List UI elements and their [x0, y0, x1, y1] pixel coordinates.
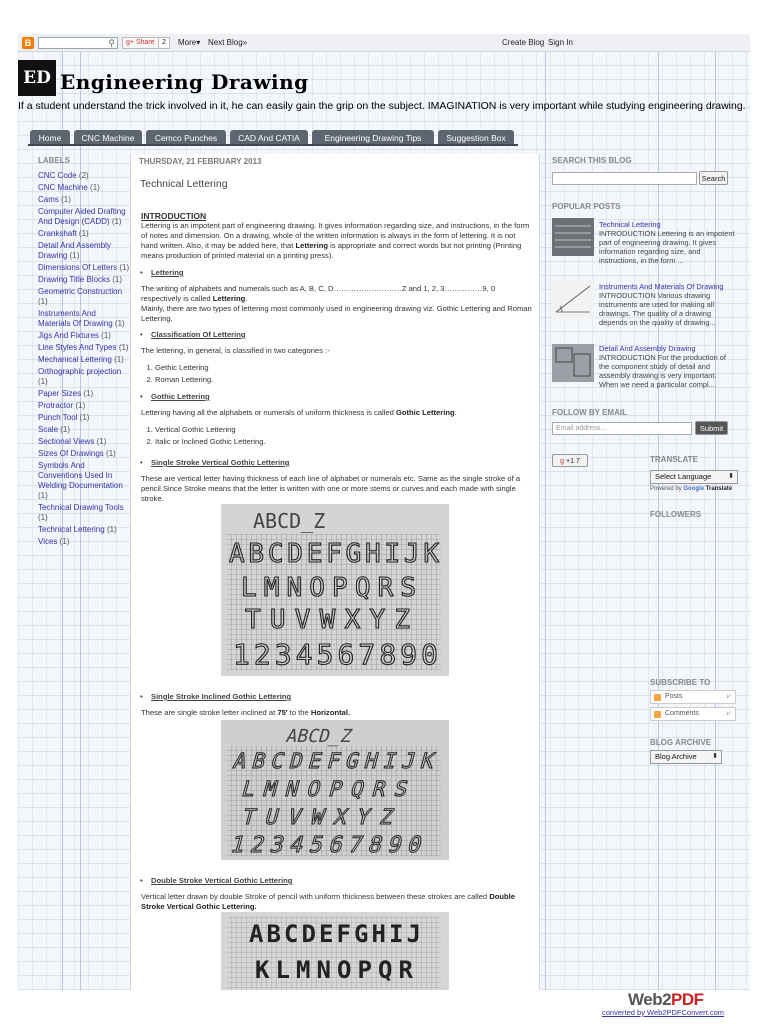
blog-search-input[interactable] [552, 172, 697, 185]
lettering-heading: • Lettering [151, 268, 184, 277]
post-container [130, 154, 540, 990]
label-link[interactable]: Cams [38, 195, 59, 204]
ssi-paragraph [141, 708, 533, 718]
ssi-heading: • Single Stroke Inclined Gothic Lettering [151, 692, 291, 701]
label-item[interactable] [38, 401, 130, 411]
list-item: 1. Vertical Gothic Lettering [155, 424, 266, 436]
label-link[interactable]: Protractor [38, 401, 74, 410]
gplus-count: 7 [575, 458, 580, 465]
page-tabs [28, 130, 518, 146]
label-count: (1) [90, 183, 100, 192]
popular-post-link[interactable]: Technical Lettering [599, 220, 661, 229]
web2pdf-brand-b: PDF [671, 990, 704, 1009]
tab-cnc-machine[interactable]: CNC Machine [74, 130, 142, 146]
follow-by-email-heading: FOLLOW BY EMAIL [552, 408, 627, 417]
label-count: (1) [59, 537, 70, 546]
label-link[interactable]: Crankshaft [38, 229, 77, 238]
label-count: (1) [119, 263, 130, 272]
powered-by-label: Powered by [650, 486, 682, 492]
web2pdf-brand-a: Web2 [628, 990, 672, 1009]
label-link[interactable]: Technical Lettering [38, 525, 105, 534]
intro-heading: INTRODUCTION [141, 211, 207, 221]
label-link[interactable]: Dimensions Of Letters [38, 263, 118, 272]
chevron-down-icon: ⬍ [712, 753, 718, 760]
create-blog-link[interactable]: Create Blog [502, 38, 545, 47]
label-count: (1) [79, 413, 90, 422]
intro-paragraph [141, 221, 533, 261]
google-logo: Google [683, 486, 705, 492]
lettering-types-text: Mainly, there are two types of lettering most commonly used in engineering drawing viz. Gothic Lettering and Roman Lettering. [141, 304, 532, 323]
ssi-angle: 75' [277, 708, 288, 717]
label-item[interactable] [38, 171, 130, 181]
classification-heading: • Classification Of Lettering [151, 330, 246, 339]
label-item[interactable] [38, 287, 130, 307]
label-count: (1) [111, 217, 122, 226]
label-count: (1) [38, 377, 48, 386]
classification-heading-row [151, 330, 543, 340]
share-count: 2 [158, 37, 170, 49]
search-button[interactable]: Search [699, 171, 728, 185]
ssv-heading-row [151, 458, 543, 468]
label-item[interactable] [38, 537, 130, 547]
converted-by-link[interactable]: converted by Web2PDFConvert.com [602, 1008, 724, 1017]
popular-post-thumbnail[interactable] [552, 344, 594, 382]
label-link[interactable]: Punch Tool [38, 413, 78, 422]
followers-heading: FOLLOWERS [650, 510, 702, 519]
sample-line-4: TUVWXYZ [245, 605, 410, 635]
lettering-paragraph [141, 284, 533, 324]
single-stroke-inclined-image [221, 720, 449, 860]
more-label: More [178, 38, 197, 47]
label-link[interactable]: CNC Machine [38, 183, 88, 192]
popular-post-link[interactable]: Detail And Assembly Drawing [599, 344, 696, 353]
label-count: (1) [75, 401, 86, 410]
label-item[interactable] [38, 183, 130, 193]
web2pdf-logo[interactable] [628, 990, 704, 1010]
label-count: (1) [96, 437, 107, 446]
gothic-text: Lettering having all the alphabets or numerals of uniform thickness is called [141, 408, 396, 417]
popular-post-snippet: INTRODUCTION Various drawing instruments are used for making all drawings. The quality of a drawing depends on the quality of drawing... [599, 291, 716, 327]
tab-engineering-drawing-tips[interactable]: Engineering Drawing Tips [312, 130, 434, 146]
label-item[interactable] [38, 195, 130, 205]
label-link[interactable]: Drawing Title Blocks [38, 275, 111, 284]
label-count: (1) [61, 195, 71, 204]
search-heading: SEARCH THIS BLOG [552, 156, 632, 165]
subscribe-posts-button[interactable] [650, 690, 736, 704]
label-link[interactable]: Paper Sizes [38, 389, 82, 398]
blog-description: If a student understand the trick involved in it, he can easily gain the grip on the subject. IMAGINATION is very important while studying engineering drawing. [18, 100, 746, 112]
label-count: (1) [69, 251, 80, 260]
comments-label: Comments [665, 710, 699, 717]
gothic-text-end: . [454, 408, 457, 417]
lettering-text-end: . [245, 294, 248, 303]
label-link[interactable]: Detail And Assembly Drawing [38, 241, 111, 260]
language-select-value: Select Language [655, 472, 712, 481]
gplus-icon: g [560, 458, 565, 465]
search-icon[interactable]: ⚲ [108, 38, 115, 48]
label-link[interactable]: Sizes Of Drawings [38, 449, 104, 458]
ssv-heading: • Single Stroke Vertical Gothic Lettering [151, 458, 289, 467]
subscribe-comments-button[interactable] [650, 707, 736, 721]
label-count: (1) [38, 513, 48, 522]
gplus-icon: g+ [126, 39, 134, 46]
classification-list [155, 362, 213, 386]
label-count: (1) [106, 449, 116, 458]
post-title[interactable]: Technical Lettering [140, 178, 228, 190]
blog-logo[interactable]: ED [18, 60, 56, 96]
gothic-heading-row [151, 392, 543, 402]
more-menu[interactable] [178, 38, 200, 47]
double-stroke-vertical-image [221, 912, 449, 990]
blog-title[interactable]: Engineering Drawing [60, 70, 309, 94]
label-link[interactable]: Sectional Views [38, 437, 95, 446]
label-link[interactable]: Computer Aided Drafting And Design (CADD) [38, 207, 126, 226]
lettering-text: The writing of alphabets and numerals such as A, B, C, D………………………Z and 1, 2, 3……………9, 0 respectively is called [141, 284, 496, 303]
list-item: 2. Italic or Inclined Gothic Lettering. [155, 436, 266, 448]
blog-archive-heading: BLOG ARCHIVE [650, 738, 712, 747]
dropdown-icon: ⩗ [727, 710, 731, 717]
label-item[interactable] [38, 525, 130, 535]
popular-post-2 [599, 282, 737, 327]
single-stroke-vertical-image [221, 504, 449, 676]
popular-post-snippet: INTRODUCTION For the production of the component study of detail and assembly drawing is very important. When we need a particular compl... [599, 353, 726, 389]
popular-post-snippet: INTRODUCTION Lettering is an impotent part of engineering drawing. It gives information regarding size, and instructions, in the form ... [599, 229, 735, 265]
lettering-bold: Lettering [212, 294, 246, 303]
rss-icon [654, 711, 661, 718]
navbar-search-input[interactable] [38, 37, 118, 49]
label-link[interactable]: CNC Code [38, 171, 77, 180]
post-date: THURSDAY, 21 FEBRUARY 2013 [139, 157, 262, 166]
label-count: (1) [106, 525, 117, 534]
label-count: (1) [114, 319, 125, 328]
translate-heading: TRANSLATE [650, 455, 698, 464]
popular-post-thumbnail[interactable] [552, 218, 594, 256]
dsv-heading: • Double Stroke Vertical Gothic Lettering [151, 876, 292, 885]
label-item[interactable] [38, 275, 130, 285]
sample-line-1: ABCD_Z [253, 509, 326, 533]
list-item: 2. Roman Lettering. [155, 374, 213, 386]
tab-cad-and-catia[interactable]: CAD And CATIA [230, 130, 308, 146]
inclined-line-1: ABCD_Z [283, 726, 355, 747]
language-select[interactable] [650, 470, 738, 484]
tabs-underline [28, 144, 518, 146]
label-item[interactable] [38, 331, 130, 341]
intro-section [141, 211, 533, 261]
background-line [545, 34, 546, 990]
label-count: (1) [118, 343, 129, 352]
dsv-paragraph [141, 892, 533, 912]
labels-widget [38, 156, 130, 549]
ssi-horizontal: Horizontal. [310, 708, 351, 717]
label-link[interactable]: Line Styles And Types [38, 343, 117, 352]
label-item[interactable] [38, 229, 130, 239]
rss-icon [654, 694, 661, 701]
lettering-heading-row [151, 268, 543, 278]
blogger-logo-icon[interactable]: B [22, 37, 34, 49]
ssi-heading-row [151, 692, 543, 702]
popular-post-thumbnail[interactable] [552, 280, 594, 318]
label-item[interactable] [38, 309, 130, 329]
gothic-list [155, 424, 266, 448]
posts-label: Posts [665, 693, 683, 700]
intro-text: Lettering is an impotent part of engineering drawing. It gives information regarding size, and instructions, in the form of notes and dimension. On a drawing, whole of the written information is always in the form of lettering. It is not hand written. Also, it may be added here, that [141, 221, 530, 250]
gothic-heading: • Gothic Lettering [151, 392, 210, 401]
label-link[interactable]: Technical Drawing Tools [38, 503, 124, 512]
label-link[interactable]: Orthographic projection [38, 367, 122, 376]
label-count: (1) [78, 229, 89, 238]
web2pdf-footer [600, 990, 768, 1024]
label-item[interactable] [38, 389, 130, 399]
label-item[interactable] [38, 367, 130, 387]
label-item[interactable] [38, 241, 130, 261]
popular-posts-heading: POPULAR POSTS [552, 202, 621, 211]
sample-line-3: LMNOPQRS [241, 573, 416, 603]
label-count: (1) [38, 491, 48, 500]
tab-home[interactable]: Home [30, 130, 70, 146]
share-label: Share [135, 39, 155, 46]
double-line-2: KLMNOPQR [255, 956, 413, 984]
label-item[interactable] [38, 425, 130, 435]
blog-page [18, 34, 750, 990]
inclined-line-2: ABCDEFGHIJK [230, 749, 438, 774]
classification-text: The lettering, in general, is classified in two categories :- [141, 346, 330, 355]
blog-archive-value: Blog Archive [655, 752, 697, 761]
label-count: (1) [112, 275, 123, 284]
sign-in-link[interactable]: Sign In [548, 38, 573, 47]
submit-button[interactable]: Submit [695, 421, 728, 435]
label-count: (1) [83, 389, 94, 398]
blogger-navbar [18, 34, 750, 52]
dropdown-icon: ⩗ [727, 693, 731, 700]
inclined-line-4: TUVWXYZ [239, 805, 397, 830]
chevron-down-icon: ⬍ [728, 473, 734, 480]
label-item[interactable] [38, 449, 130, 459]
intro-text-end: is appropriate and correct words but not printing (Printing means production of printed material on a printing press). [141, 241, 522, 260]
label-link[interactable]: Scale [38, 425, 59, 434]
label-count: (1) [60, 425, 71, 434]
label-count: (1) [114, 355, 124, 364]
label-count: (2) [78, 171, 89, 180]
label-item[interactable] [38, 343, 130, 353]
ssi-text: These are single stroke letter inclined at [141, 708, 278, 717]
list-item: 1. Gethic Lettering [155, 362, 213, 374]
ssi-text-mid: to the [287, 708, 311, 717]
translate-link[interactable]: Translate [705, 486, 733, 492]
gplus-label: +1 [566, 458, 574, 465]
sample-line-5: 1234567890 [233, 638, 438, 671]
label-item[interactable] [38, 413, 130, 423]
label-link[interactable]: Vices [38, 537, 58, 546]
label-link[interactable]: Mechanical Lettering [38, 355, 112, 364]
inclined-line-3: LMNOPQRS [239, 777, 411, 802]
next-blog-link[interactable]: Next Blog» [208, 38, 248, 47]
caret-down-icon: ▾ [196, 38, 201, 47]
powered-by-google [650, 486, 732, 492]
dsv-text: Vertical letter drawn by double Stroke of pencil with uniform thickness between these strokes are called [141, 892, 490, 901]
label-item[interactable] [38, 461, 130, 501]
label-item[interactable] [38, 207, 130, 227]
share-button[interactable] [122, 37, 159, 49]
label-count: (1) [101, 331, 111, 340]
label-count: (1) [38, 297, 48, 306]
label-link[interactable]: Jigs And Fixtures [38, 331, 99, 340]
dsv-bold: Double Stroke Vertical Gothic Lettering. [141, 892, 515, 911]
labels-list [38, 171, 130, 547]
label-item[interactable] [38, 263, 130, 273]
subscribe-heading: SUBSCRIBE TO [650, 678, 711, 687]
label-link[interactable]: Geometric Construction [38, 287, 123, 296]
sample-line-2: ABCDEFGHIJK [229, 539, 439, 569]
label-link[interactable]: Instruments And Materials Of Drawing [38, 309, 113, 328]
popular-post-link[interactable]: Instruments And Materials Of Drawing [599, 282, 724, 291]
double-line-1: ABCDEFGHIJ [249, 920, 421, 948]
label-item[interactable] [38, 503, 130, 523]
label-item[interactable] [38, 355, 130, 365]
email-field[interactable]: Email address... [552, 422, 692, 435]
intro-bold: Lettering [295, 241, 328, 250]
labels-heading: LABELS [38, 156, 70, 165]
gothic-bold: Gothic Lettering [395, 408, 455, 417]
dsv-heading-row [151, 876, 543, 886]
blog-archive-select[interactable] [650, 750, 722, 764]
label-link[interactable]: Symbols And Conventions Used In Welding Documentation [38, 461, 123, 490]
tab-cemco-punches[interactable]: Cemco Punches [146, 130, 226, 146]
popular-post-3 [599, 344, 737, 389]
gplus-button[interactable] [552, 454, 588, 467]
popular-post-1 [599, 220, 737, 265]
tab-suggestion-box[interactable]: Suggestion Box [438, 130, 514, 146]
gothic-paragraph [141, 408, 533, 418]
label-item[interactable] [38, 437, 130, 447]
inclined-line-5: 1234567890 [228, 832, 425, 858]
ssv-paragraph: These are vertical letter having thickness of each line of alphabet or numerals etc. Same as the single stroke of a pencil.Since Stroke means that the letter is written with one or more stems or curves and each made with single stroke. [141, 474, 521, 503]
